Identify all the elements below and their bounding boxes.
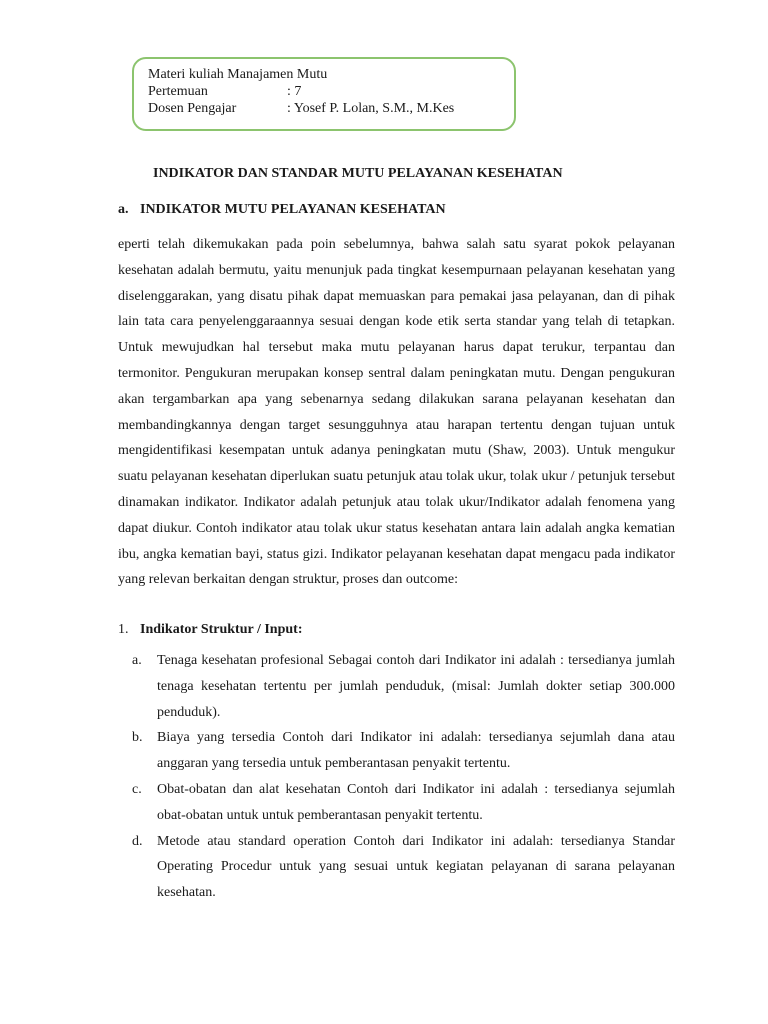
indicator-list xyxy=(132,648,675,906)
list-item xyxy=(132,829,675,906)
meeting-label: Pertemuan xyxy=(148,84,208,99)
list-marker: b. xyxy=(132,730,143,746)
lecturer-value: : Yosef P. Lolan, S.M., M.Kes xyxy=(287,101,455,116)
body-paragraph: eperti telah dikemukakan pada poin sebelumnya, bahwa salah satu syarat pokok pelayanan kesehatan adalah bermutu, yaitu menunjuk pada tingkat kesempurnaan pelayanan kesehatan yang diselenggarakan, yang disatu pihak dapat memuaskan para pemakai jasa pelayanan, dan di pihak lain tata cara penyelenggaraannya sesuai dengan kode etik serta standar yang telah di tetapkan. Untuk mewujudkan hal tersebut maka mutu pelayanan harus dapat terukur, terpantau dan termonitor. Pengukuran merupakan konsep sentral dalam peningkatan mutu. Dengan pengukuran akan tergambarkan apa yang sebenarnya sedang dilakukan sarana pelayanan kesehatan dan membandingkannya dengan target sesungguhnya atau harapan tertentu dengan tujuan untuk mengidentifikasi kesempatan untuk adanya peningkatan mutu (Shaw, 2003). Untuk mengukur suatu pelayanan kesehatan diperlukan suatu petunjuk atau tolak ukur, tolak ukur / petunjuk tersebut dinamakan indikator. Indikator adalah petunjuk atau tolak ukur/Indikator adalah fenomena yang dapat diukur. Contoh indikator atau tolak ukur status kesehatan antara lain adalah angka kematian ibu, angka kematian bayi, status gizi. Indikator pelayanan kesehatan dapat mengacu pada indikator yang relevan berkaitan dengan struktur, proses dan outcome: xyxy=(118,237,675,588)
subsection-number: 1. xyxy=(118,622,129,637)
document-title: INDIKATOR DAN STANDAR MUTU PELAYANAN KESEHATAN xyxy=(153,166,563,181)
list-marker: d. xyxy=(132,833,143,849)
list-marker: c. xyxy=(132,781,142,797)
list-marker: a. xyxy=(132,653,142,668)
subsection-heading xyxy=(118,622,302,638)
list-item-text: Obat-obatan dan alat kesehatan Contoh dari Indikator ini adalah : tersedianya sejumlah obat-obatan untuk untuk pemberantasan penyakit tertentu. xyxy=(157,781,675,823)
list-item-text: Biaya yang tersedia Contoh dari Indikator ini adalah: tersedianya sejumlah dana atau anggaran yang tersedia untuk pemberantasan penyakit tertentu. xyxy=(157,730,675,772)
lecturer-label: Dosen Pengajar xyxy=(148,101,237,116)
list-item xyxy=(132,725,675,777)
header-box xyxy=(132,57,516,131)
list-item xyxy=(132,648,675,725)
section-title: INDIKATOR MUTU PELAYANAN KESEHATAN xyxy=(140,202,446,217)
course-label: Materi kuliah Manajamen Mutu xyxy=(148,67,328,82)
meeting-value: : 7 xyxy=(287,84,302,99)
lecturer-row xyxy=(148,100,514,117)
list-item-text: Tenaga kesehatan profesional Sebagai contoh dari Indikator ini adalah : tersedianya jumlah tenaga kesehatan tertentu per jumlah penduduk, (misal: Jumlah dokter setiap 300.000 penduduk). xyxy=(157,653,675,720)
list-item-text: Metode atau standard operation Contoh dari Indikator ini adalah: tersedianya Standar Operating Procedur untuk yang sesuai untuk kegiatan pelayanan di sarana pelayanan kesehatan. xyxy=(157,833,675,901)
meeting-row xyxy=(148,83,514,100)
list-item xyxy=(132,777,675,829)
section-letter: a. xyxy=(118,202,129,217)
section-heading xyxy=(118,202,446,218)
subsection-title: Indikator Struktur / Input: xyxy=(140,622,303,637)
course-row xyxy=(148,66,514,83)
